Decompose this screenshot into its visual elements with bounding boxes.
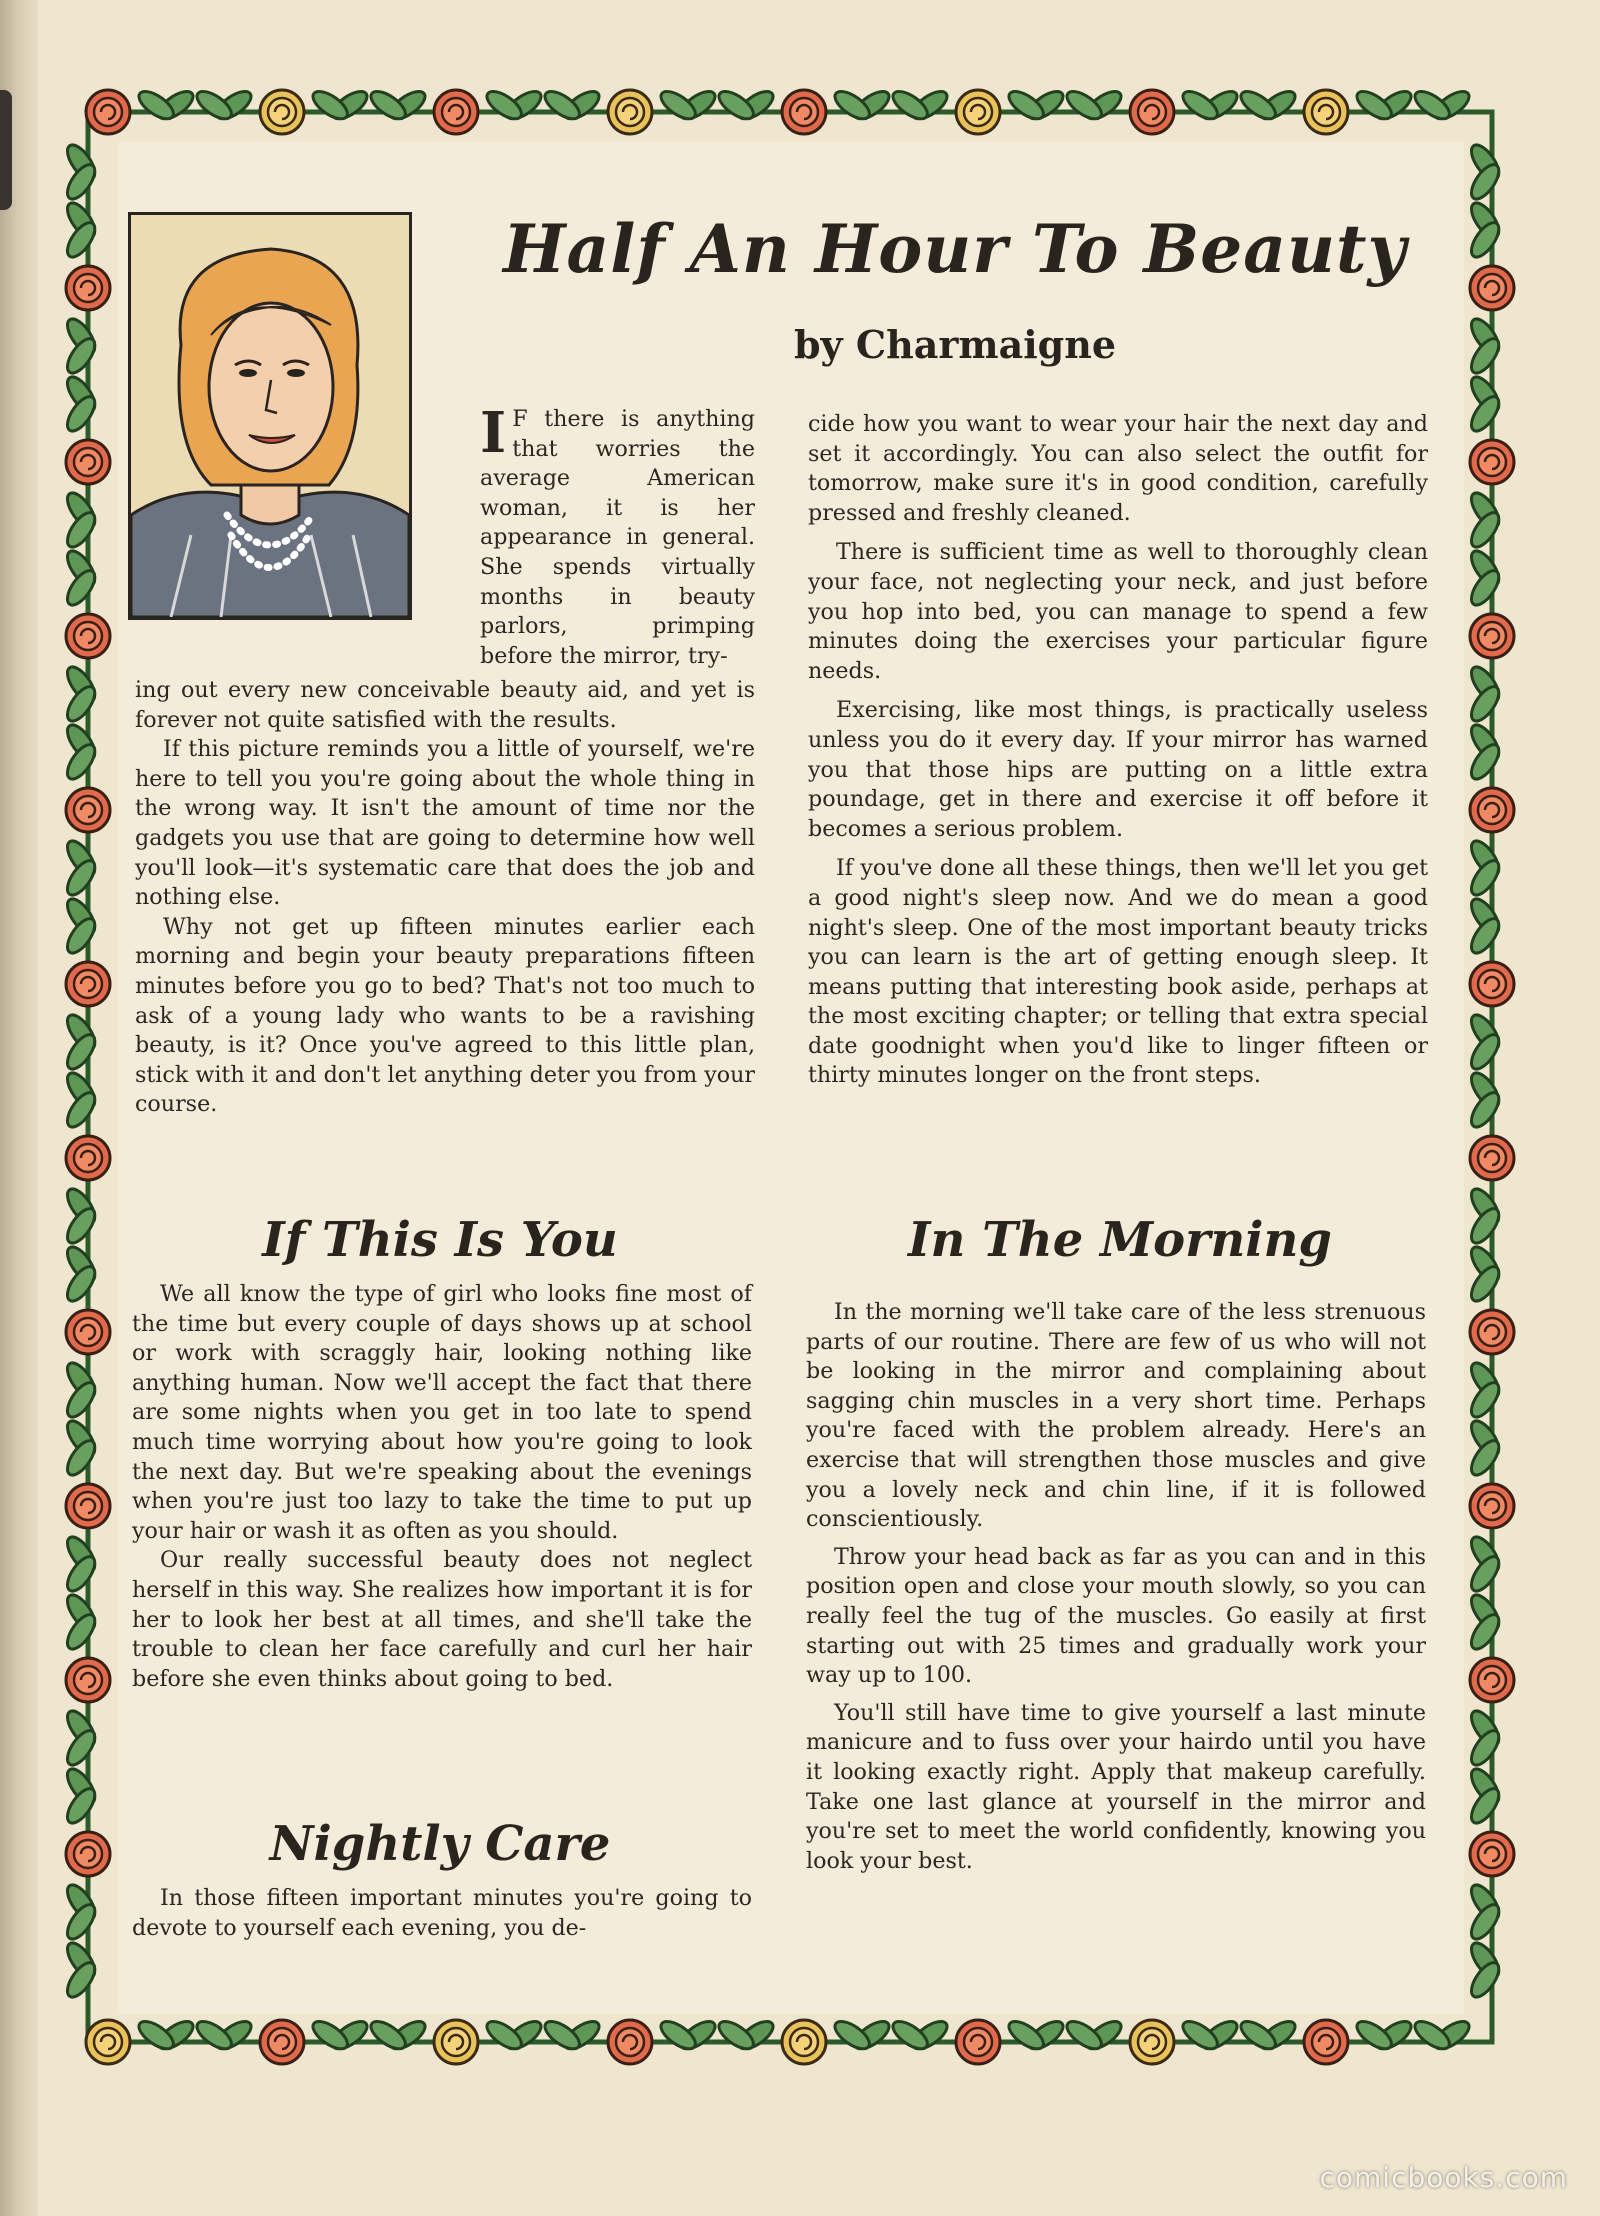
paragraph-successful-beauty: Our really successful beauty does not neglect herself in this way. She realizes how important it is for her to look her best at all times, and she'll take the trouble to clean her face carefully and curl her hair before she even thinks about going to bed.: [132, 1547, 752, 1692]
heading-nightly-care: Nightly Care: [269, 1816, 611, 1872]
paragraph-fifteen-minutes: In those fifteen important minutes you're going to devote to yourself each evening, you de-: [132, 1885, 752, 1941]
article-title: Half An Hour To Beauty: [503, 210, 1407, 288]
paragraph-morning-routine: In the morning we'll take care of the less strenuous parts of our routine. There are few of us who will not be looking in the mirror and complaining about sagging chin muscles in a very short time. Perhaps you're faced with the problem already. Here's an exercise that will strengthen those muscles and give you a lovely neck and chin line, if it is followed conscientiously.: [806, 1299, 1426, 1533]
heading-if-this-is-you: If This Is You: [262, 1212, 618, 1268]
intro-paragraph-lead: [480, 400, 755, 671]
paragraph-why-not: Why not get up fifteen minutes earlier each morning and begin your beauty preparations fifteen minutes before you go to bed? That's not too much to ask of a young lady who wants to be a ravishing beauty, is it? Once you've agreed to this little plan, stick with it and don't let anything deter you from your course.: [135, 913, 755, 1118]
drop-cap: I: [480, 400, 507, 466]
paragraph-type-of-girl: We all know the type of girl who looks fine most of the time but every couple of days shows up at school or work with scraggly hair, looking nothing like anything human. Now we'll accept the fact that there are some nights when you get in too late to spend much time worrying about how you're going to look the next day. But we're speaking about the evenings when you're just too lazy to take the time to put up your hair or wash it as often as you should.: [132, 1281, 752, 1544]
watermark-text: comicbooks.com: [1319, 2161, 1568, 2194]
paragraph-picture: If this picture reminds you a little of yourself, we're here to tell you you're going about the whole thing in the wrong way. It isn't the amount of time nor the gadgets you use that are going to determine how well you'll look—it's systematic care that does the job and nothing else.: [135, 736, 755, 911]
section-if-this-is-you: [132, 1280, 752, 1694]
woman-portrait-illustration: [128, 212, 412, 620]
paragraph-decide-hair: cide how you want to wear your hair the next day and set it accordingly. You can also select the outfit for tomorrow, make sure it's in good condition, carefully pressed and freshly cleaned.: [808, 411, 1428, 526]
article-byline: by Charmaigne: [793, 322, 1117, 367]
gutter-mark: [0, 90, 12, 210]
paragraph-exercising: Exercising, like most things, is practically useless unless you do it every day. If your mirror has warned you that those hips are putting on a little extra poundage, get in there and exercise it off before it becomes a serious problem.: [808, 697, 1428, 842]
paragraph-head-back: Throw your head back as far as you can and in this position open and close your mouth slowly, so you can really feel the tug of the muscles. Go easily at first starting out with 25 times and gradually work your way up to 100.: [806, 1543, 1426, 1689]
paragraph-clean-face: There is sufficient time as well to thoroughly clean your face, not neglecting your neck, and just before you hop into bed, you can manage to spend a few minutes doing the exercises your particular figure needs.: [808, 539, 1428, 684]
right-column-body: [808, 410, 1428, 1091]
paragraph-manicure: You'll still have time to give yourself a last minute manicure and to fuss over your hairdo until you have it looking exactly right. Apply that makeup carefully. Take one last glance at yourself in the mirror and you're set to meet the world confidently, knowing you look your best.: [806, 1699, 1426, 1874]
left-column-body: [135, 676, 755, 1120]
intro-lead-text: F there is anything that worries the average American woman, it is her appearance in general. She spends virtually months in beauty parlors, primping before the mirror, try-: [480, 406, 755, 669]
section-nightly-care: [132, 1884, 752, 1943]
page-gutter: [0, 0, 38, 2216]
paragraph-sleep: If you've done all these things, then we'll let you get a good night's sleep now. And we do mean a good night's sleep. One of the most important beauty tricks you can learn is the art of getting enough sleep. It means putting that interesting book aside, perhaps at the most exciting chapter; or telling that extra special date goodnight when you'd like to linger fifteen or thirty minutes longer on the front steps.: [808, 855, 1428, 1089]
heading-in-the-morning: In The Morning: [908, 1212, 1332, 1268]
section-in-the-morning: [806, 1298, 1426, 1876]
intro-rest-text: ing out every new conceivable beauty aid, and yet is forever not quite satisfied with the results.: [135, 677, 755, 733]
